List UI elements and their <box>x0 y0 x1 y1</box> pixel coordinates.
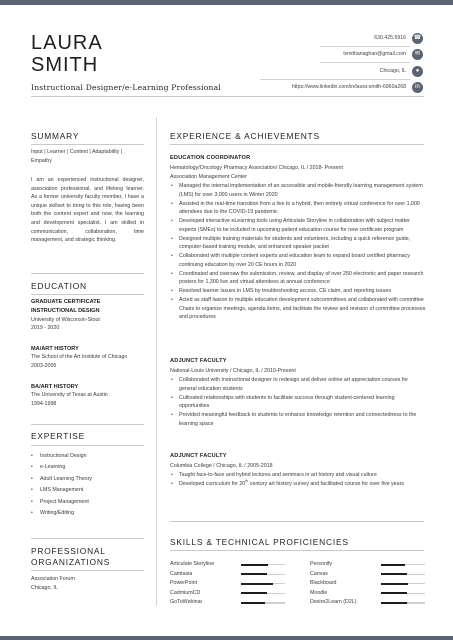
skill-row <box>310 560 430 568</box>
skill-row <box>170 570 290 578</box>
skill-level-bar <box>381 593 425 594</box>
job-employer: Hematology/Oncology Pharmacy Association/ Chicago, IL / 2018- Present <box>170 165 343 171</box>
location-icon: ● <box>412 66 423 77</box>
contact-divider <box>320 46 410 47</box>
education-years: 2019 - 2020 <box>31 325 60 331</box>
section-rule <box>31 273 144 274</box>
section-rule <box>31 294 144 295</box>
experience-title: EXPERIENCE & ACHIEVEMENTS <box>170 131 320 141</box>
expertise-item: • e-Learning <box>31 462 92 473</box>
skill-level-fill <box>241 564 268 566</box>
skill-level-fill <box>381 602 407 604</box>
skill-name: GoToWebinar <box>170 599 203 606</box>
skill-level-fill <box>241 602 265 604</box>
expertise-item: • Instructional Design <box>31 451 92 462</box>
skill-name: Canvas <box>310 570 328 577</box>
organizations-title-line2: ORGANIZATIONS <box>31 557 111 567</box>
job-employer: National-Louis University / Chicago, IL / 2010-Present <box>170 368 296 374</box>
skill-level-fill <box>381 564 405 566</box>
job-bullet: • Resolved learner issues in LMS by troubleshooting access, CE claim, and reporting issues <box>170 287 426 296</box>
organization-name: Association Forum <box>31 576 75 582</box>
section-rule <box>31 570 144 571</box>
contact-divider <box>320 62 410 63</box>
expertise-list <box>31 451 92 519</box>
job-bullet: • Managed the internal implementation of an accessible and mobile-friendly learning management system (LMS) for over 3,000 users in Winter 2020 <box>170 182 426 200</box>
skill-level-bar <box>381 602 425 603</box>
job-bullet: • Acted as staff liaison to multiple education development subcommittees and collaborated with committee Chairs to organize meetings, agenda items, and facilitate the review and revision of committee processes and procedures <box>170 296 426 322</box>
mail-icon: ✉ <box>412 49 423 60</box>
expertise-title: EXPERTISE <box>31 431 86 441</box>
skill-level-bar <box>381 583 425 584</box>
skill-name: Personify <box>310 561 333 567</box>
skill-name: Desire2Learn (D2L) <box>310 599 357 606</box>
skill-row <box>310 570 430 578</box>
bottom-accent-bar <box>0 636 453 640</box>
skill-row <box>170 560 290 568</box>
organization-location: Chicago, IL <box>31 585 58 591</box>
contact-linkedin[interactable] <box>292 81 423 93</box>
skill-level-bar <box>241 574 285 575</box>
summary-body: I am an experienced instructional designer, association professional, and lifelong learner. As a former university faculty member, I have a unique skillset to bring to this role, having been both the content expert and now, the learning and development specialist. I am skilled in communication, collaboration, time management, and strategic thinking. <box>31 177 144 244</box>
job-bullet: • Coordinated and oversaw the submission, review, and display of over 250 electronic and paper research posters for 1,300 live and virtual attendees at annual conference <box>170 270 426 288</box>
education-school: The University of Texas at Austin <box>31 392 108 398</box>
job-bullet: • Cultivated relationships with students to facilitate success through student-centered learning opportunities <box>170 394 426 412</box>
job-bullet: • Assisted in the real-time transition from a live to a hybrid, then entirely virtual conference for over 1,000 attendees due to the COVID-19 pandemic <box>170 200 426 218</box>
contact-divider <box>260 79 410 80</box>
organizations-title-line1: PROFESSIONAL <box>31 546 106 556</box>
education-degree: INSTRUCTIONAL DESIGN <box>31 308 100 314</box>
phone-icon: ☎ <box>412 33 423 44</box>
skill-level-fill <box>381 573 407 575</box>
contact-phone[interactable] <box>374 32 423 44</box>
section-rule <box>31 538 144 539</box>
section-rule <box>170 550 424 551</box>
job-bullet: • Developed curriculum for 20th century art history survey and facilitated course for over five years <box>170 480 426 489</box>
section-rule <box>170 521 424 522</box>
skill-level-bar <box>241 583 285 584</box>
education-school: The School of the Art Institute of Chicago <box>31 354 128 360</box>
job-bullet: • Developed interactive eLearning tools using Articulate Storyline in collaboration with subject matter experts (SMEs) to be included in upcoming patient education course for new certificate program <box>170 217 426 235</box>
summary-title: SUMMARY <box>31 131 80 141</box>
last-name: SMITH <box>31 54 99 76</box>
job-bullets <box>170 376 426 429</box>
linkedin-text: https://www.linkedin.com/in/laura-smith-6960a268 <box>291 84 406 90</box>
job-employer: Columbia College / Chicago, IL / 2005-2018 <box>170 463 273 469</box>
section-rule <box>170 144 424 145</box>
expertise-item: • Writing/Editing <box>31 508 92 519</box>
skill-level-bar <box>241 602 285 603</box>
job-bullet: • Designed multiple training materials for students and volunteers, including a quick reference guide, computer-based training module, and enhanced speaker packet <box>170 235 426 253</box>
education-school: University of Wisconsin-Stout <box>31 317 100 323</box>
job-title: EDUCATION COORDINATOR <box>170 155 251 161</box>
education-degree: GRADUATE CERTIFICATE <box>31 299 101 305</box>
job-bullet: • Collaborated with Instructional designer to redesign and deliver online art appreciation courses for general education students <box>170 376 426 394</box>
organizations-title <box>31 546 110 568</box>
education-years: 1994-1998 <box>31 401 57 407</box>
job-title: ADJUNCT FACULTY <box>170 453 227 459</box>
expertise-item: • LMS Management <box>31 485 92 496</box>
skill-name: CadmiumCD <box>170 589 201 596</box>
expertise-item: • Project Management <box>31 497 92 508</box>
location-text: Chicago, IL <box>379 68 406 74</box>
education-degree: MA/ART HISTORY <box>31 346 79 352</box>
section-rule <box>31 424 144 425</box>
skill-level-fill <box>381 592 407 594</box>
skill-name: Blackboard <box>310 580 337 587</box>
skill-level-bar <box>381 574 425 575</box>
skill-level-bar <box>241 593 285 594</box>
skill-level-fill <box>381 583 408 585</box>
contact-email[interactable] <box>343 48 423 60</box>
skill-name: PowerPoint <box>170 580 198 587</box>
job-title: Instructional Designer/e-Learning Professional <box>31 83 221 92</box>
skill-level-bar <box>381 564 425 565</box>
top-accent-bar <box>0 0 453 5</box>
skill-row <box>310 579 430 587</box>
first-name: LAURA <box>31 32 103 54</box>
skill-row <box>170 579 290 587</box>
job-bullets <box>170 471 426 489</box>
skills-title: SKILLS & TECHNICAL PROFICIENCIES <box>170 537 349 547</box>
skill-name: Camtasia <box>170 570 193 577</box>
education-title: EDUCATION <box>31 281 87 291</box>
skill-name: Articulate Storyline <box>170 561 215 567</box>
section-rule <box>31 445 144 446</box>
linkedin-icon: in <box>412 82 423 93</box>
skill-level-fill <box>241 573 267 575</box>
summary-keywords: Input | Learner | Context | Adaptability | Empathy <box>31 149 123 164</box>
skill-row <box>310 589 430 597</box>
section-rule <box>31 144 144 145</box>
education-degree: BA/ART HISTORY <box>31 384 79 390</box>
column-divider <box>156 117 157 606</box>
skill-row <box>310 598 430 606</box>
job-bullet: • Provided meaningful feedback to students to enhance knowledge retention and connectedness to the learning space <box>170 411 426 429</box>
skill-row <box>170 598 290 606</box>
job-bullet: • Collaborated with multiple content experts and education team to expand board certified pharmacy continuing education by over 20 CE hours in 2020 <box>170 252 426 270</box>
expertise-item: • Adult Learning Theory <box>31 474 92 485</box>
job-bullet: • Taught face-to-face and hybrid lectures and seminars in art history and visual culture <box>170 471 426 480</box>
email-text: lsmithanaghan@gmail.com <box>343 51 406 57</box>
job-bullets <box>170 182 426 322</box>
skill-level-bar <box>241 564 285 565</box>
skill-level-fill <box>241 583 273 585</box>
header-divider <box>31 96 424 97</box>
skill-name: Moodle <box>310 589 328 596</box>
job-title: ADJUNCT FACULTY <box>170 358 227 364</box>
skill-row <box>170 589 290 597</box>
skill-level-fill <box>241 592 267 594</box>
phone-text: 630.425.5916 <box>374 35 406 41</box>
contact-location <box>380 65 423 77</box>
education-years: 2003-2005 <box>31 363 57 369</box>
candidate-name <box>31 32 103 76</box>
job-employer-note: Association Management Center <box>170 174 247 180</box>
